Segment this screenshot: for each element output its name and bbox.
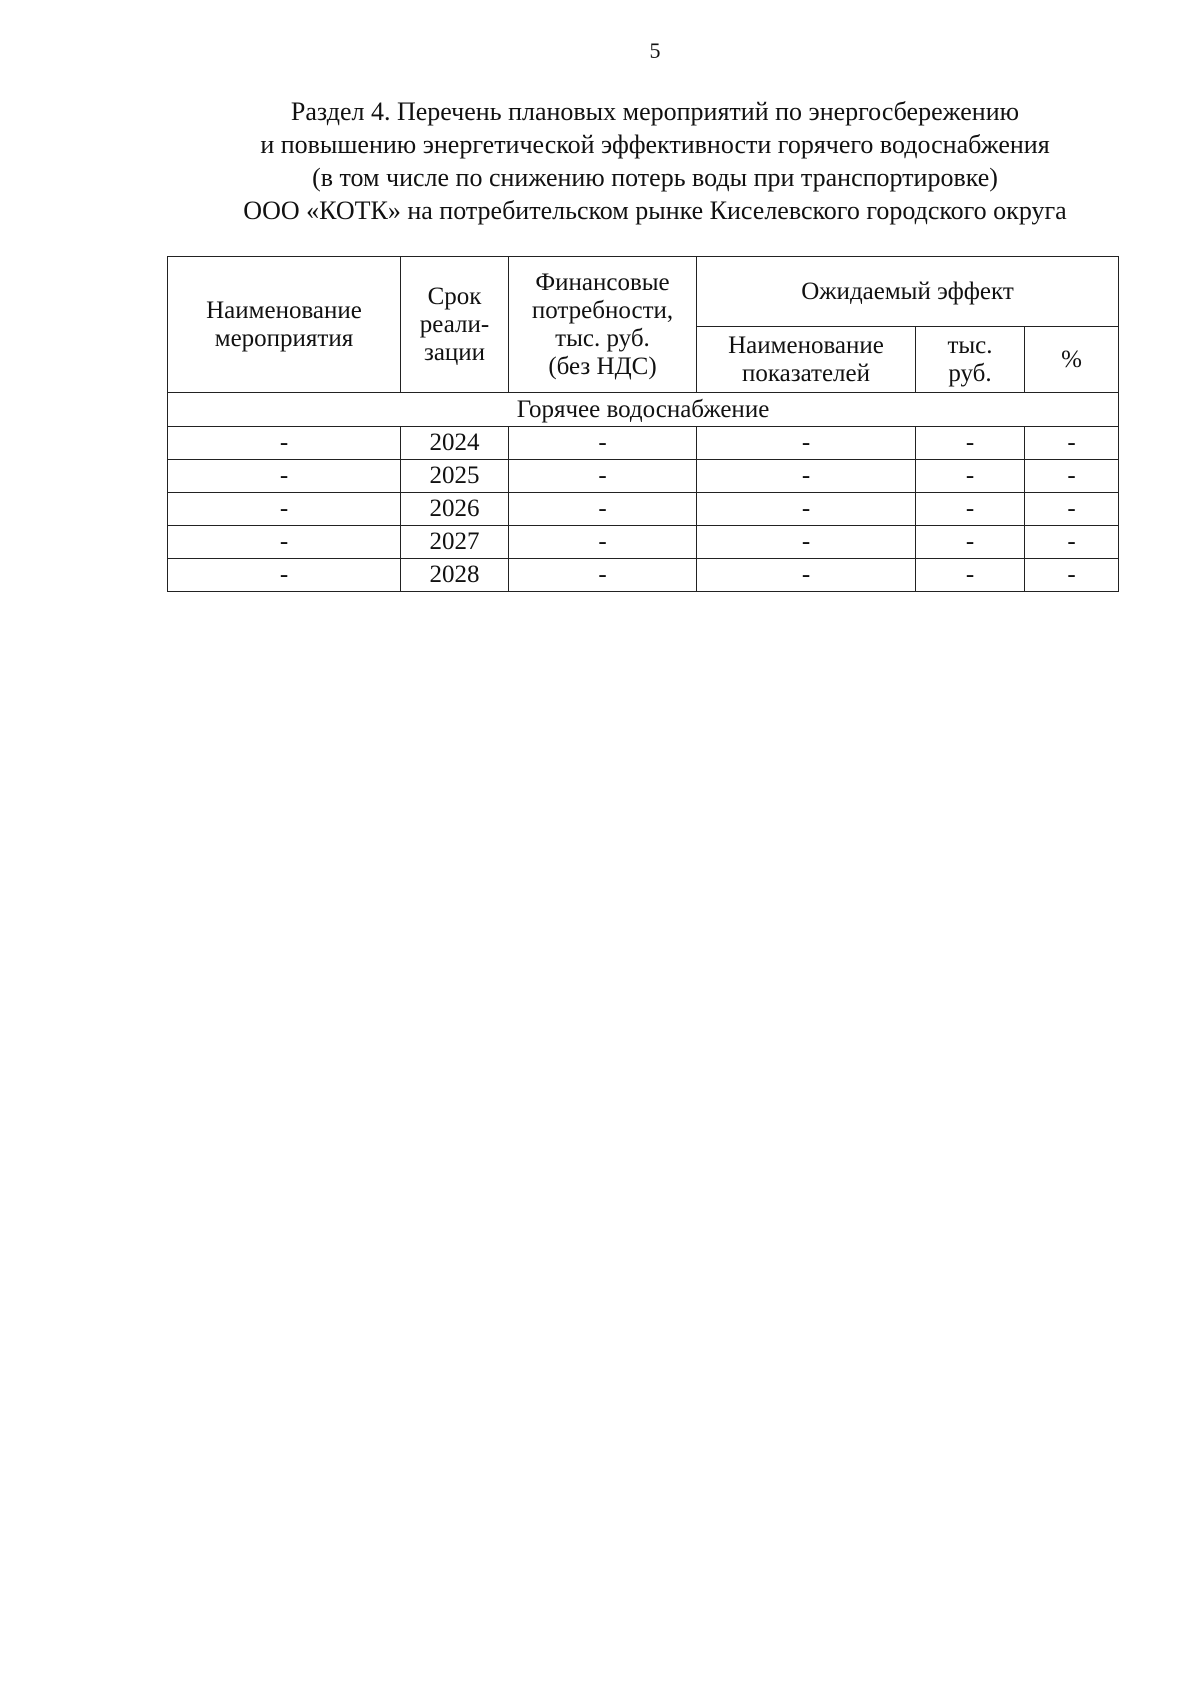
table-row xyxy=(168,526,1119,559)
cell-year: 2026 xyxy=(401,493,509,526)
cell-indicator: - xyxy=(697,493,916,526)
cell-indicator: - xyxy=(697,427,916,460)
cell-finance: - xyxy=(509,427,697,460)
cell-percent: - xyxy=(1025,559,1119,592)
cell-name: - xyxy=(168,427,401,460)
header-term: Срок реали- зации xyxy=(401,257,509,393)
cell-percent: - xyxy=(1025,493,1119,526)
cell-indicator: - xyxy=(697,526,916,559)
cell-rub: - xyxy=(916,493,1025,526)
cell-name: - xyxy=(168,460,401,493)
cell-rub: - xyxy=(916,559,1025,592)
table-row xyxy=(168,427,1119,460)
header-indicator-name: Наименование показателей xyxy=(697,327,916,393)
cell-indicator: - xyxy=(697,559,916,592)
header-thousand-rub: тыс. руб. xyxy=(916,327,1025,393)
cell-finance: - xyxy=(509,526,697,559)
cell-indicator: - xyxy=(697,460,916,493)
cell-name: - xyxy=(168,526,401,559)
section-title xyxy=(160,95,1150,227)
title-line-4: ООО «КОТК» на потребительском рынке Киселевского городского округа xyxy=(243,196,1067,225)
cell-finance: - xyxy=(509,460,697,493)
cell-percent: - xyxy=(1025,460,1119,493)
header-measure-name: Наименование мероприятия xyxy=(168,257,401,393)
title-line-2: и повышению энергетической эффективности горячего водоснабжения xyxy=(260,130,1050,159)
title-line-1: Раздел 4. Перечень плановых мероприятий по энергосбережению xyxy=(290,97,1020,126)
header-percent: % xyxy=(1025,327,1119,393)
cell-percent: - xyxy=(1025,526,1119,559)
cell-name: - xyxy=(168,559,401,592)
header-finance: Финансовые потребности, тыс. руб. (без НДС) xyxy=(509,257,697,393)
cell-year: 2028 xyxy=(401,559,509,592)
table-row xyxy=(168,559,1119,592)
cell-finance: - xyxy=(509,559,697,592)
cell-name: - xyxy=(168,493,401,526)
cell-rub: - xyxy=(916,427,1025,460)
page-number: 5 xyxy=(649,38,661,63)
table-row xyxy=(168,460,1119,493)
cell-rub: - xyxy=(916,526,1025,559)
measures-table xyxy=(167,256,1119,592)
section-hot-water: Горячее водоснабжение xyxy=(168,393,1119,427)
title-line-3: (в том числе по снижению потерь воды при транспортировке) xyxy=(312,163,998,192)
cell-finance: - xyxy=(509,493,697,526)
table-row xyxy=(168,493,1119,526)
cell-year: 2025 xyxy=(401,460,509,493)
header-expected-effect: Ожидаемый эффект xyxy=(697,257,1119,327)
cell-percent: - xyxy=(1025,427,1119,460)
cell-year: 2027 xyxy=(401,526,509,559)
cell-year: 2024 xyxy=(401,427,509,460)
cell-rub: - xyxy=(916,460,1025,493)
